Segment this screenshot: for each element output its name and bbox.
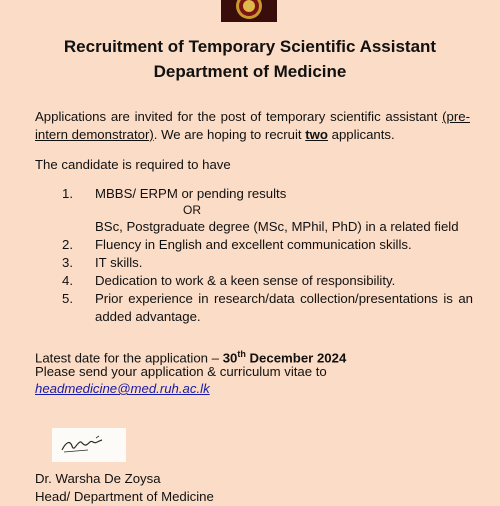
intro-text-1: Applications are invited for the post of temporary scientific assistant [35,109,443,124]
list-text: Dedication to work & a keen sense of responsibility. [95,273,396,288]
list-text: Fluency in English and excellent communication skills. [95,237,412,252]
or-separator: OR [183,203,201,217]
requirements-heading: The candidate is required to have [35,157,231,172]
send-instructions: Please send your application & curriculum vitae to [35,364,327,379]
signature-image [52,428,126,462]
list-text: BSc, Postgraduate degree (MSc, MPhil, PhD) in a related field [95,219,459,234]
list-number: 1. [62,186,73,201]
list-number: 4. [62,273,73,288]
intro-text-2: . We are hoping to recruit [153,127,306,142]
page-title: Recruitment of Temporary Scientific Assistant [63,37,437,56]
signer-name: Dr. Warsha De Zoysa [35,471,161,486]
list-number: 2. [62,237,73,252]
list-number: 3. [62,255,73,270]
intro-paragraph [35,108,470,144]
applicant-count: two [305,127,328,142]
list-text: Prior experience in research/data collection/presentations is an added advantage. [95,291,473,324]
deadline-month-year: December 2024 [245,350,347,366]
list-number: 5. [62,291,73,306]
list-text: IT skills. [95,255,143,270]
intro-text-3: applicants. [327,127,395,142]
signer-title: Head/ Department of Medicine [35,489,214,504]
university-logo [221,0,277,22]
post-description: (pre-intern demonstrator) [35,109,470,142]
list-text: MBBS/ ERPM or pending results [95,186,287,201]
deadline-prefix: Latest date for the application – [35,350,223,366]
email-link[interactable]: headmedicine@med.ruh.ac.lk [35,381,210,396]
deadline-day: 30 [222,350,238,366]
deadline-ordinal: th [237,349,246,359]
department-title: Department of Medicine [153,62,347,81]
